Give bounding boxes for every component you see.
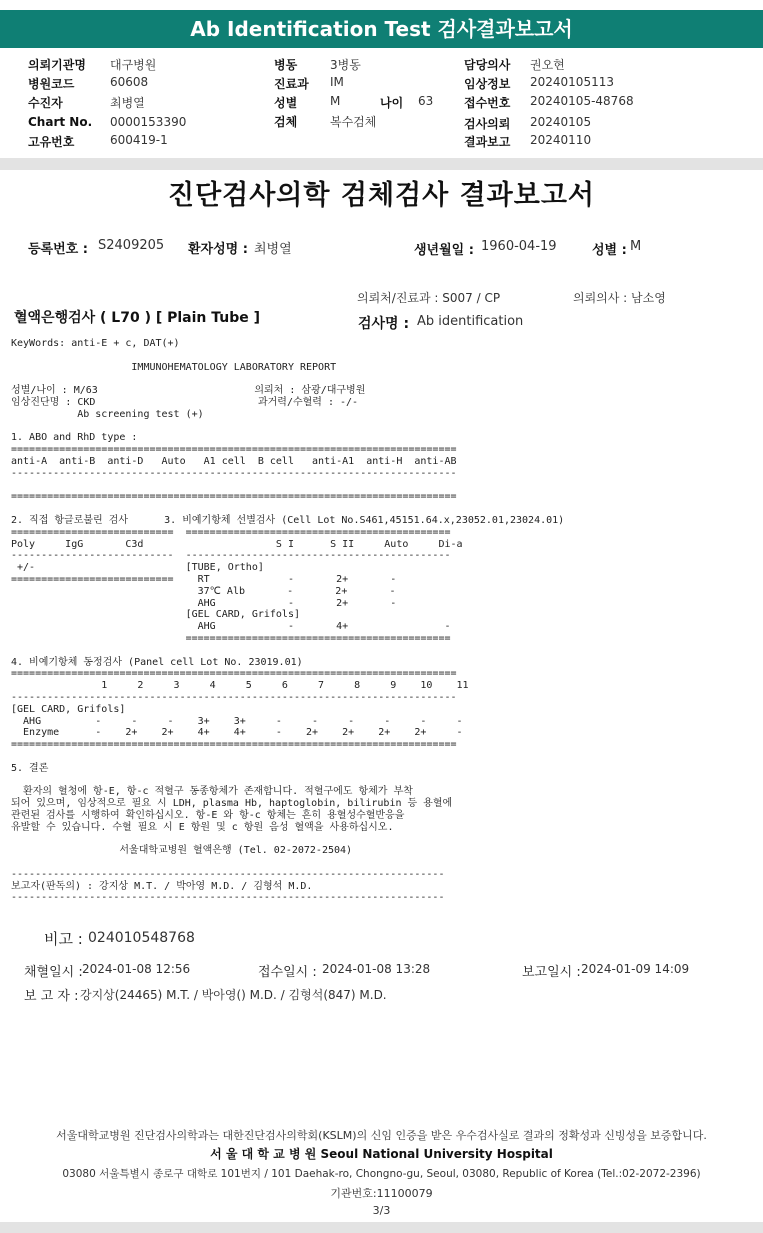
collect-time-label: 채혈일시 : bbox=[24, 965, 83, 980]
hospital-name-en: Seoul National University Hospital bbox=[320, 1147, 553, 1161]
hospital-name-ko: 서 울 대 학 교 병 원 bbox=[210, 1147, 317, 1161]
test-name-label: 검사명 : bbox=[358, 316, 410, 332]
header-label: 성별 bbox=[274, 96, 298, 110]
dob-label: 생년월일 : bbox=[414, 243, 474, 258]
report-line: =========================== ============================================ bbox=[11, 526, 451, 538]
report-line: KeyWords: anti-E + c, DAT(+) bbox=[11, 338, 180, 349]
report-line bbox=[11, 857, 564, 869]
report-line: 임상진단명 : CKD 과거력/수혈력 : -/- bbox=[11, 396, 359, 408]
receive-time-value: 2024-01-08 13:28 bbox=[322, 962, 431, 976]
header-label: 수진자 bbox=[28, 96, 63, 110]
report-line: =========================== RT - 2+ - bbox=[11, 573, 397, 585]
header-value: 3병동 bbox=[330, 58, 361, 72]
report-time-label: 보고일시 : bbox=[522, 965, 581, 980]
header-value: 600419-1 bbox=[110, 133, 168, 147]
remarks-value: 024010548768 bbox=[88, 930, 195, 946]
sex-label: 성별 : bbox=[592, 243, 627, 258]
receive-time-label: 접수일시 : bbox=[258, 965, 317, 980]
report-line: ========================================================================== bbox=[11, 491, 457, 503]
report-line: --------------------------- -------------------------------------------- bbox=[11, 550, 451, 562]
report-line: AHG - 4+ - bbox=[11, 621, 451, 633]
header-label: 검체 bbox=[274, 115, 298, 129]
patient-name-label: 환자성명 : bbox=[188, 242, 248, 257]
report-line: 유발할 수 있습니다. 수혈 필요 시 E 항원 및 c 항원 음성 혈액을 사용하십시오. bbox=[11, 821, 394, 833]
header-value: 복수검체 bbox=[330, 115, 377, 129]
report-line: 1 2 3 4 5 6 7 8 9 10 11 bbox=[11, 680, 469, 692]
patient-name-value: 최병열 bbox=[254, 242, 292, 257]
page-number: 3/3 bbox=[372, 1204, 391, 1217]
hospital-name bbox=[0, 1145, 763, 1162]
header-label: 고유번호 bbox=[28, 135, 75, 149]
reporter-label: 보 고 자 : bbox=[24, 989, 79, 1004]
report-line bbox=[11, 350, 564, 362]
report-line: -------------------------------------------------------------------------- bbox=[11, 467, 457, 479]
header-label: 진료과 bbox=[274, 77, 309, 91]
report-line: Ab screening test (+) bbox=[11, 408, 204, 420]
header-label: 접수번호 bbox=[464, 96, 511, 110]
report-line: 보고자(판독의) : 강지상 M.T. / 박아영 M.D. / 김형석 M.D. bbox=[11, 880, 313, 892]
sex-value: M bbox=[630, 239, 642, 254]
report-line bbox=[11, 751, 564, 763]
report-line bbox=[11, 421, 564, 433]
report-line: 5. 결론 bbox=[11, 762, 49, 774]
header-label: 검사의뢰 bbox=[464, 117, 511, 131]
report-line: 1. ABO and RhD type : bbox=[11, 432, 138, 444]
report-line bbox=[11, 833, 564, 845]
report-line: ------------------------------------------------------------------------ bbox=[11, 892, 445, 904]
report-line: -------------------------------------------------------------------------- bbox=[11, 691, 457, 703]
header-label: 나이 bbox=[380, 96, 404, 110]
header-label: 임상정보 bbox=[464, 77, 511, 91]
dob-value: 1960-04-19 bbox=[481, 239, 557, 254]
header-value: 20240110 bbox=[530, 133, 592, 147]
report-line: ------------------------------------------------------------------------ bbox=[11, 868, 445, 880]
report-line: Poly IgG C3d S I S II Auto Di-a bbox=[11, 538, 463, 550]
header-label: Chart No. bbox=[28, 115, 93, 129]
report-line bbox=[11, 373, 564, 385]
header-value: 60608 bbox=[110, 75, 149, 89]
header-value: 20240105113 bbox=[530, 75, 614, 89]
ordering-doctor: 의뢰의사 : 남소영 bbox=[573, 291, 666, 305]
report-time-value: 2024-01-09 14:09 bbox=[581, 962, 690, 976]
certification-text: 서울대학교병원 진단검사의학과는 대한진단검사의학회(KSLM)의 신임 인증을 받은 우수검사실로 결과의 정확성과 신빙성을 보증합니다. bbox=[56, 1129, 707, 1142]
report-line bbox=[11, 480, 564, 492]
report-banner-title: Ab Identification Test 검사결과보고서 bbox=[0, 10, 763, 48]
reg-no-value: S2409205 bbox=[98, 238, 165, 253]
dept-info: 의뢰처/진료과 : S007 / CP bbox=[357, 291, 501, 305]
header-label: 의뢰기관명 bbox=[28, 58, 86, 72]
report-line bbox=[11, 645, 564, 657]
report-line: 성별/나이 : M/63 의뢰처 : 삼광/대구병원 bbox=[11, 385, 366, 397]
report-line: ============================================ bbox=[11, 632, 451, 644]
reporter-value: 강지상(24465) M.T. / 박아영() M.D. / 김형석(847) M.D. bbox=[80, 988, 387, 1002]
report-line: ========================================================================== bbox=[11, 444, 457, 456]
header-label: 병원코드 bbox=[28, 77, 75, 91]
header-value: 20240105-48768 bbox=[530, 94, 634, 108]
report-line: 환자의 혈청에 항-E, 항-c 적혈구 동종항체가 존재합니다. 적혈구에도 항체가 부착 bbox=[11, 786, 413, 798]
header-label: 담당의사 bbox=[464, 58, 511, 72]
report-line: 되어 있으며, 임상적으로 필요 시 LDH, plasma Hb, haptoglobin, bilirubin 등 용혈에 bbox=[11, 798, 453, 810]
remarks-label: 비고 : bbox=[44, 930, 83, 948]
report-line: 서울대학교병원 혈액은행 (Tel. 02-2072-2504) bbox=[11, 845, 353, 857]
header-value: 63 bbox=[418, 94, 434, 108]
report-line: AHG - - - 3+ 3+ - - - - - - bbox=[11, 715, 463, 727]
header-separator bbox=[0, 158, 763, 170]
institution-number: 기관번호:11100079 bbox=[330, 1187, 433, 1200]
report-line: anti-A anti-B anti-D Auto A1 cell B cell anti-A1 anti-H anti-AB bbox=[11, 455, 457, 467]
header-value: IM bbox=[330, 75, 344, 89]
report-line: IMMUNOHEMATOLOGY LABORATORY REPORT bbox=[11, 361, 337, 373]
header-label: 결과보고 bbox=[464, 135, 511, 149]
header-value: 대구병원 bbox=[110, 58, 157, 72]
document-title: 진단검사의학 검체검사 결과보고서 bbox=[167, 180, 596, 211]
header-value: 권오현 bbox=[530, 58, 565, 72]
report-line: ========================================================================== bbox=[11, 668, 457, 680]
footer-separator bbox=[0, 1222, 763, 1233]
header-value: 최병열 bbox=[110, 96, 145, 110]
report-line: ========================================================================== bbox=[11, 739, 457, 751]
report-line: 37℃ Alb - 2+ - bbox=[11, 585, 396, 597]
report-line: [GEL CARD, Grifols] bbox=[11, 703, 126, 715]
header-label: 병동 bbox=[274, 58, 298, 72]
report-line: 4. 비예기항체 동정검사 (Panel cell Lot No. 23019.01) bbox=[11, 656, 303, 668]
report-line: Enzyme - 2+ 2+ 4+ 4+ - 2+ 2+ 2+ 2+ - bbox=[11, 727, 463, 739]
report-line: AHG - 2+ - bbox=[11, 597, 397, 609]
report-line: 관련된 검사를 시행하여 확인하십시오. 항-E 와 항-c 항체는 흔히 용혈성수혈반응을 bbox=[11, 809, 405, 821]
report-line: +/- [TUBE, Ortho] bbox=[11, 562, 264, 574]
report-line bbox=[11, 774, 564, 786]
report-line: 2. 직접 항글로불린 검사 3. 비예기항체 선별검사 (Cell Lot No.S461,45151.64.x,23052.01,23024.01) bbox=[11, 514, 565, 526]
lab-report-body bbox=[11, 338, 564, 904]
header-value: 20240105 bbox=[530, 115, 592, 129]
header-value: M bbox=[330, 94, 341, 108]
header-value: 0000153390 bbox=[110, 115, 187, 129]
report-line: [GEL CARD, Grifols] bbox=[11, 609, 300, 621]
report-line bbox=[11, 503, 564, 515]
test-name-value: Ab identification bbox=[417, 314, 524, 329]
collect-time-value: 2024-01-08 12:56 bbox=[82, 962, 191, 976]
test-group-title: 혈액은행검사 ( L70 ) [ Plain Tube ] bbox=[14, 310, 261, 326]
hospital-address: 03080 서울특별시 종로구 대학로 101번지 / 101 Daehak-ro, Chongno-gu, Seoul, 03080, Republic of Korea (Tel.:02-2072-2396) bbox=[62, 1168, 701, 1180]
reg-no-label: 등록번호 : bbox=[28, 242, 88, 257]
